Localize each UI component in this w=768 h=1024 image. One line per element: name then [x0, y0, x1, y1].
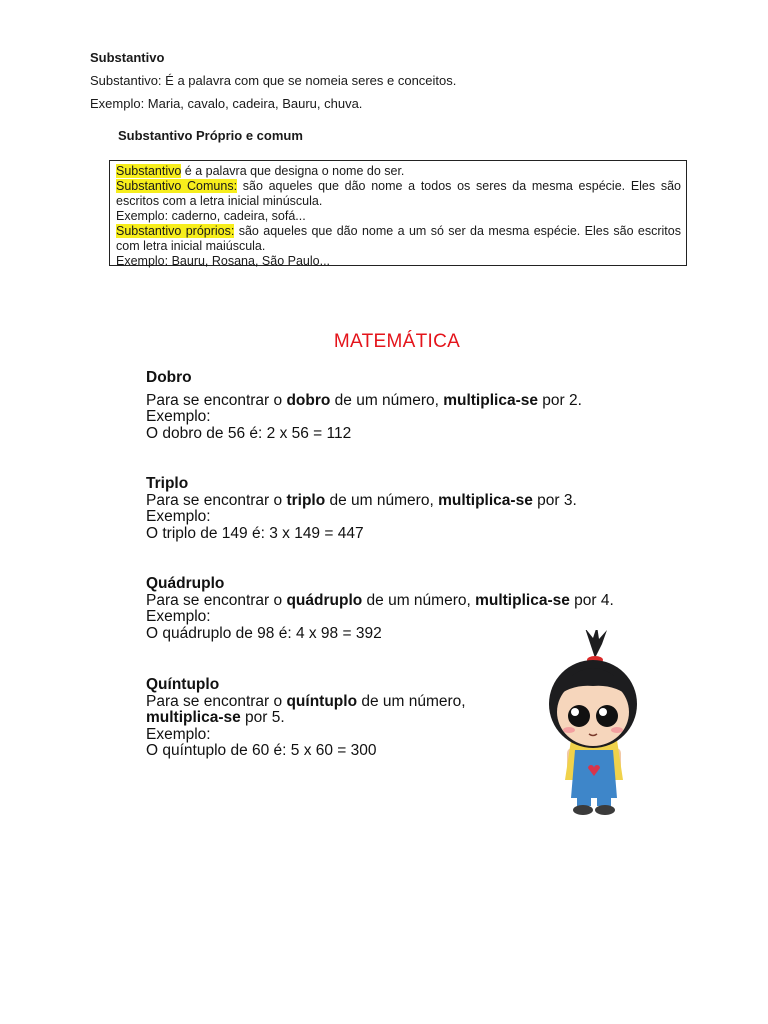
rule-text: por 4.	[569, 591, 614, 609]
rule-text: de um número,	[357, 692, 466, 710]
rule-term: quíntuplo	[286, 692, 358, 710]
math-example-label: Exemplo:	[146, 608, 211, 625]
rule-text: Para se encontrar o	[146, 391, 287, 409]
math-heading: Triplo	[146, 475, 189, 492]
rule-term: quádruplo	[286, 591, 363, 609]
box-comuns-text: são aqueles que dão nome a todos os seres da mesma espécie. Eles são escritos com a letra inicial minúscula.	[116, 179, 681, 208]
math-rule	[146, 493, 666, 510]
math-example: O dobro de 56 é: 2 x 56 = 112	[146, 424, 352, 442]
box-line-definition	[116, 164, 681, 179]
highlight-substantivo: Substantivo	[116, 164, 182, 178]
substantivo-definition: Substantivo: É a palavra com que se nomeia seres e conceitos.	[90, 73, 457, 88]
rule-verb: multiplica-se	[146, 709, 241, 726]
rule-text: de um número,	[325, 491, 439, 509]
math-example: O triplo de 149 é: 3 x 149 = 447	[146, 524, 364, 542]
math-rule	[146, 694, 486, 727]
math-block-quintuplo	[146, 677, 486, 760]
math-example-label: Exemplo:	[146, 508, 211, 525]
rule-text: de um número,	[330, 391, 444, 409]
math-heading: Quádruplo	[146, 575, 225, 592]
math-example-label: Exemplo:	[146, 408, 211, 425]
rule-text: Para se encontrar o	[146, 591, 287, 609]
math-rule	[146, 393, 666, 410]
math-rule	[146, 593, 666, 610]
substantivo-example: Exemplo: Maria, cavalo, cadeira, Bauru, chuva.	[90, 96, 363, 111]
matematica-title: MATEMÁTICA	[333, 331, 461, 352]
rule-text: Para se encontrar o	[146, 692, 287, 710]
math-block-triplo	[146, 476, 666, 542]
rule-verb: multiplica-se	[438, 491, 533, 509]
math-block-dobro	[146, 370, 666, 442]
box-comuns-example: Exemplo: caderno, cadeira, sofá...	[116, 209, 306, 223]
math-example: O quádruplo de 98 é: 4 x 98 = 392	[146, 624, 382, 642]
substantivo-title: Substantivo	[90, 50, 165, 65]
box-title: Substantivo Próprio e comum	[118, 128, 303, 143]
rule-text: Para se encontrar o	[146, 491, 287, 509]
math-heading: Dobro	[146, 369, 192, 386]
highlight-comuns: Substantivo Comuns:	[116, 179, 238, 193]
box-proprios-text: são aqueles que dão nome a um só ser da mesma espécie. Eles são escritos com letra inicial maiúscula.	[116, 224, 681, 253]
rule-text: por 5.	[240, 709, 285, 726]
box-line-comuns	[116, 179, 681, 209]
math-example-label: Exemplo:	[146, 725, 211, 743]
rule-term: triplo	[286, 491, 326, 509]
definition-box	[109, 160, 687, 266]
highlight-proprios: Substantivo próprios:	[116, 224, 235, 238]
rule-text: de um número,	[362, 591, 476, 609]
math-example: O quíntuplo de 60 é: 5 x 60 = 300	[146, 742, 377, 759]
rule-verb: multiplica-se	[475, 591, 570, 609]
rule-term: dobro	[286, 391, 331, 409]
rule-text: por 3.	[532, 491, 577, 509]
math-heading: Quíntuplo	[146, 676, 220, 693]
box-line1-text: é a palavra que designa o nome do ser.	[181, 164, 405, 178]
rule-verb: multiplica-se	[443, 391, 538, 409]
box-line-proprios	[116, 224, 681, 254]
box-proprios-example: Exemplo: Bauru, Rosana, São Paulo...	[116, 254, 331, 268]
rule-text: por 2.	[537, 391, 582, 409]
cartoon-girl-icon	[527, 630, 657, 820]
